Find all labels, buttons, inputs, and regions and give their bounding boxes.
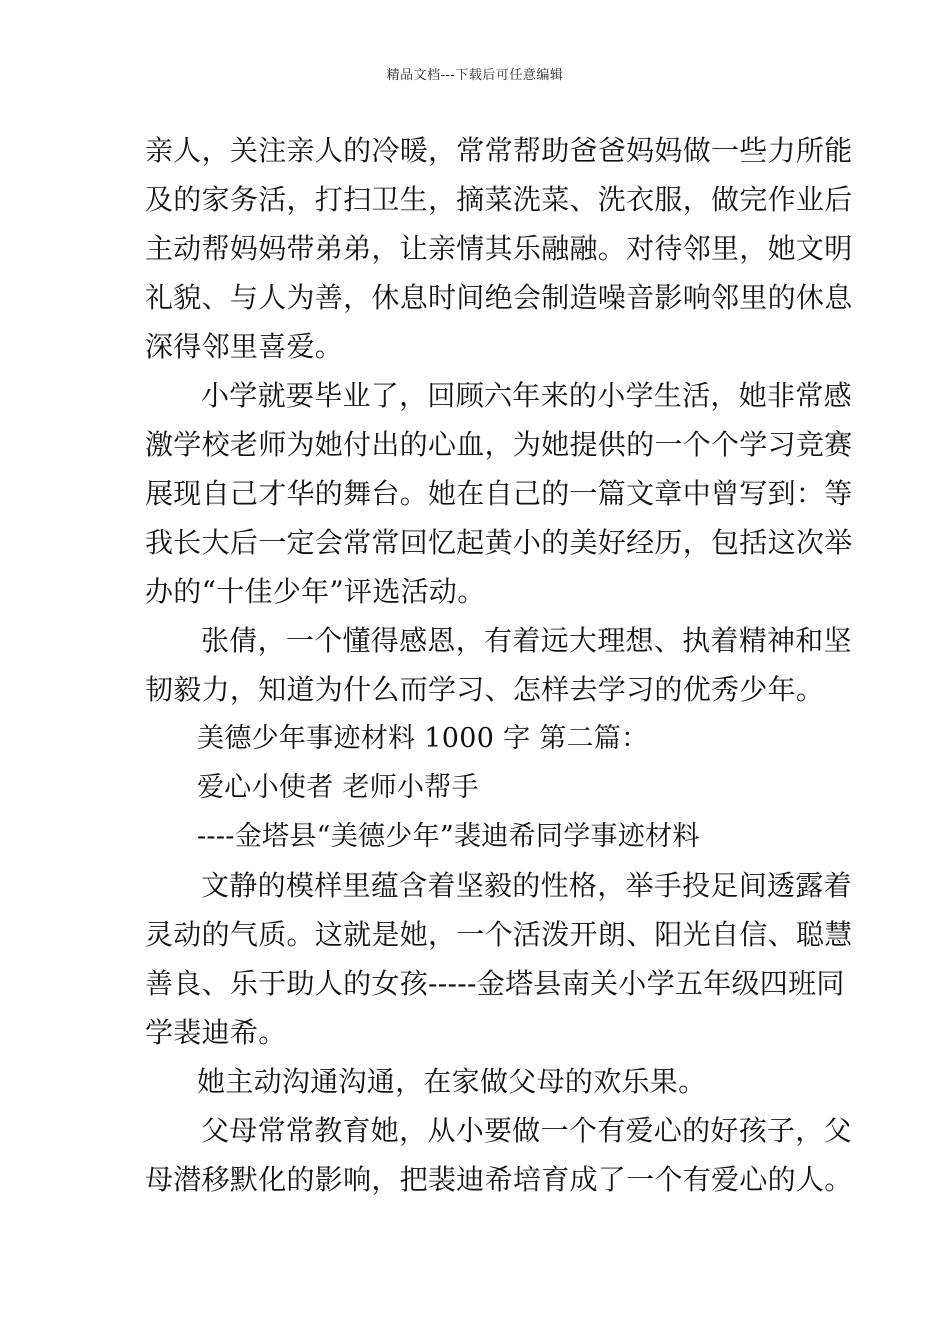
text-line: 善良、乐于助人的女孩-----金塔县南关小学五年级四班同 bbox=[145, 967, 845, 1000]
text-line: 展现自己才华的舞台。她在自己的一篇文章中曾写到：等 bbox=[145, 477, 853, 510]
text-line: 灵动的气质。这就是她，一个活泼开朗、阳光自信、聪慧 bbox=[145, 918, 853, 951]
text-line: 激学校老师为她付出的心血，为她提供的一个个学习竞赛 bbox=[145, 428, 853, 461]
text-line: 张倩，一个懂得感恩，有着远大理想、执着精神和坚 bbox=[201, 624, 852, 657]
section-subtitle: 爱心小使者 老师小帮手 bbox=[197, 772, 479, 803]
page-header: 精品文档---下载后可任意编辑 bbox=[386, 68, 564, 83]
text-line: 亲人，关注亲人的冷暖，常常帮助爸爸妈妈做一些力所能 bbox=[145, 134, 853, 167]
paragraph-graduation bbox=[145, 371, 853, 616]
text-line: 礼貌、与人为善，休息时间绝会制造噪音影响邻里的休息 bbox=[145, 281, 853, 314]
text-line: 父母常常教育她，从小要做一个有爱心的好孩子，父 bbox=[201, 1114, 852, 1147]
paragraph-home bbox=[145, 1057, 810, 1106]
text-line: 韧毅力，知道为什么而学习、怎样去学习的优秀少年。 bbox=[145, 673, 825, 706]
section-byline: ----金塔县“美德少年”裴迪希同学事迹材料 bbox=[197, 821, 700, 852]
document-body bbox=[145, 126, 853, 1204]
paragraph-family-neighbors bbox=[145, 126, 853, 371]
paragraph-parents bbox=[145, 1106, 853, 1204]
text-line: 主动帮妈妈带弟弟，让亲情其乐融融。对待邻里，她文明 bbox=[145, 232, 853, 265]
text-line: 我长大后一定会常常回忆起黄小的美好经历，包括这次举 bbox=[145, 526, 853, 559]
section-title: 美德少年事迹材料 1000 字 第二篇： bbox=[197, 723, 649, 754]
text-line: 文静的模样里蕴含着坚毅的性格，举手投足间透露着 bbox=[201, 869, 852, 902]
text-line: 办的“十佳少年”评选活动。 bbox=[145, 575, 486, 608]
paragraph-summary bbox=[145, 616, 852, 714]
text-line: 及的家务活，打扫卫生，摘菜洗菜、洗衣服，做完作业后 bbox=[145, 183, 853, 216]
text-line: 学裴迪希。 bbox=[145, 1016, 287, 1049]
paragraph-introduction bbox=[145, 861, 853, 1057]
text-line: 母潜移默化的影响，把裴迪希培育成了一个有爱心的人。 bbox=[145, 1163, 853, 1196]
text-line: 她主动沟通沟通，在家做父母的欢乐果。 bbox=[197, 1065, 707, 1098]
text-line: 小学就要毕业了，回顾六年来的小学生活，她非常感 bbox=[201, 379, 852, 412]
text-line: 深得邻里喜爱。 bbox=[145, 330, 344, 363]
